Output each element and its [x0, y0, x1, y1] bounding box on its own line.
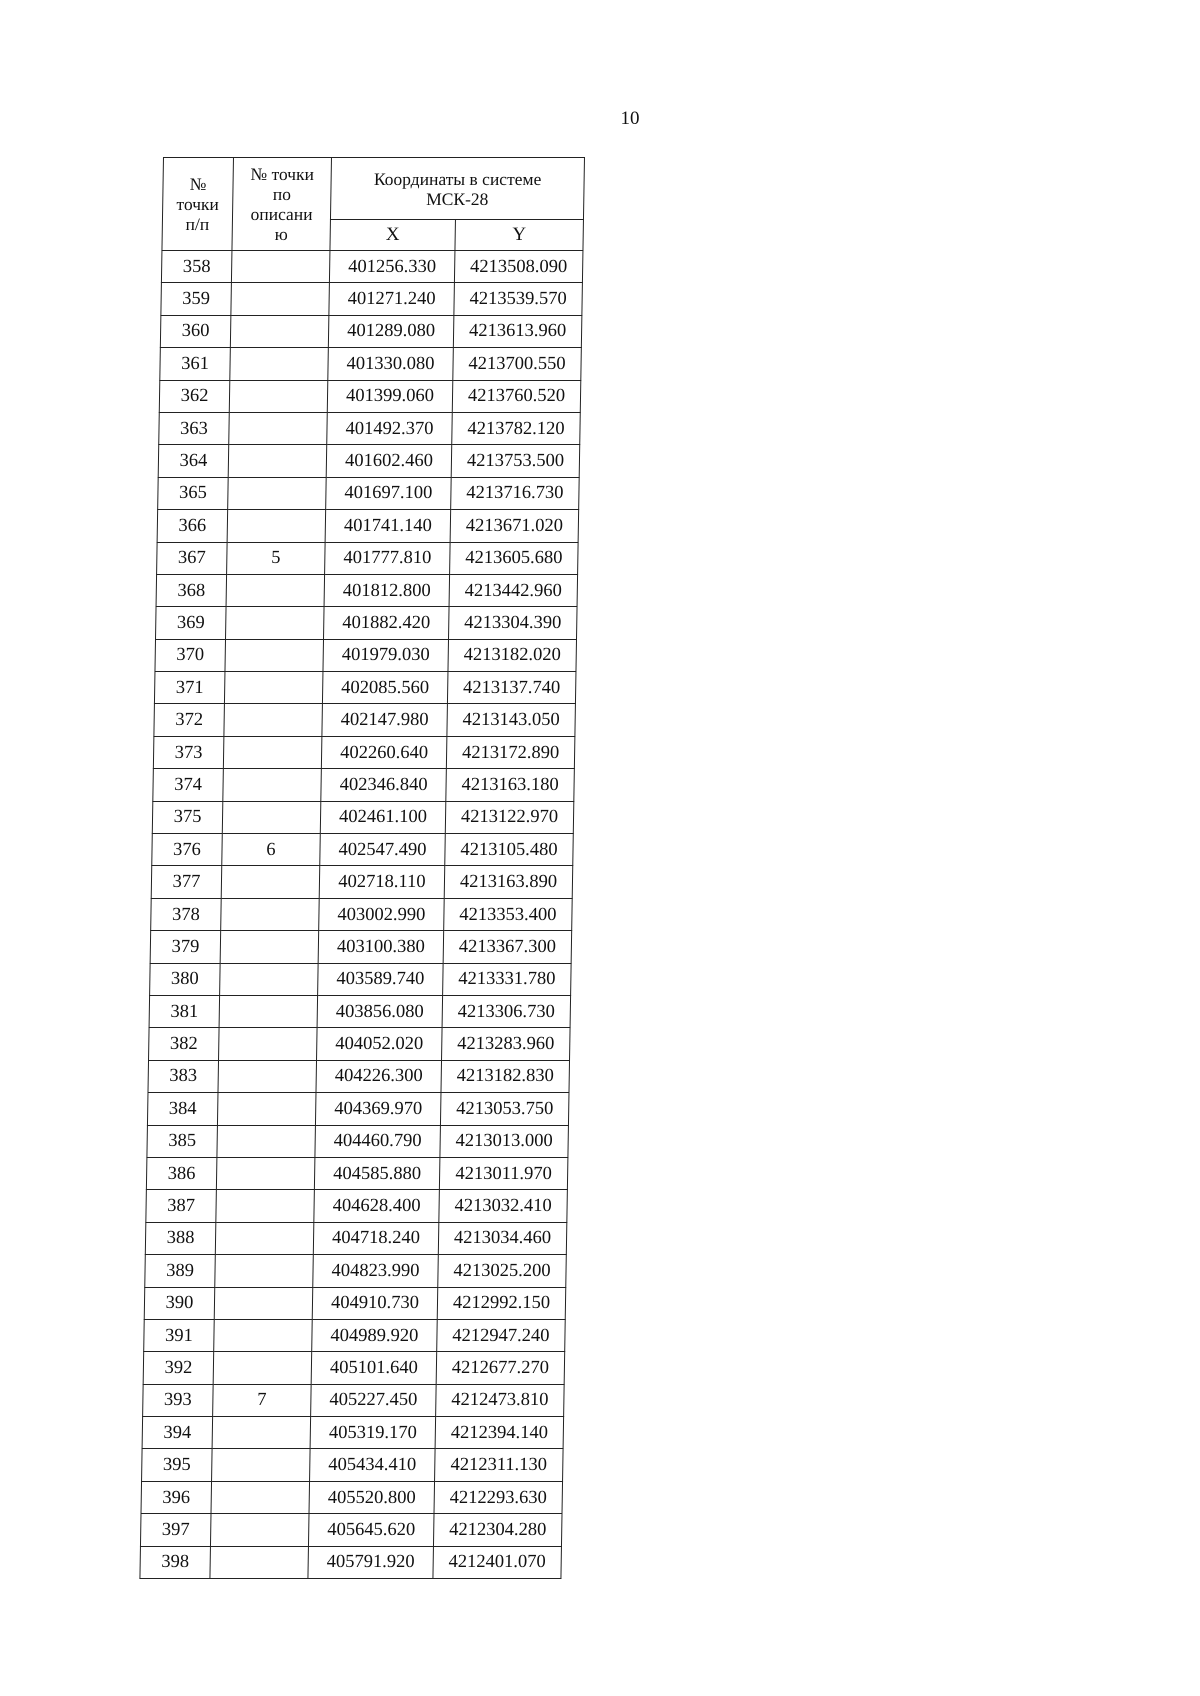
cell-x: 405645.620 [308, 1514, 434, 1546]
cell-point-number: 365 [158, 477, 229, 509]
cell-point-number: 378 [151, 898, 222, 930]
cell-point-number: 370 [155, 639, 226, 671]
table-row [158, 477, 580, 509]
cell-description-point [217, 1125, 316, 1157]
table-row [146, 1157, 568, 1189]
table-row [149, 1028, 571, 1060]
table-row [155, 639, 577, 671]
cell-description-point [226, 607, 325, 639]
cell-point-number: 373 [153, 736, 224, 768]
cell-y: 4213306.730 [442, 995, 571, 1027]
cell-y: 4212992.150 [437, 1287, 566, 1319]
cell-y: 4213122.970 [445, 801, 574, 833]
cell-point-number: 358 [161, 251, 232, 283]
cell-description-point [214, 1319, 313, 1351]
cell-x: 401330.080 [328, 348, 454, 380]
cell-description-point [212, 1417, 311, 1449]
cell-x: 401777.810 [325, 542, 451, 574]
cell-x: 405520.800 [309, 1481, 435, 1513]
cell-description-point [223, 769, 322, 801]
cell-point-number: 396 [141, 1481, 212, 1513]
cell-point-number: 364 [158, 445, 229, 477]
table-row [140, 1546, 562, 1578]
cell-x: 401812.800 [324, 574, 450, 606]
cell-description-point [220, 963, 319, 995]
cell-point-number: 360 [160, 315, 231, 347]
cell-y: 4213137.740 [447, 672, 576, 704]
coordinates-table [139, 157, 585, 1579]
table-row [160, 315, 582, 347]
cell-point-number: 392 [143, 1352, 214, 1384]
cell-x: 404369.970 [315, 1093, 441, 1125]
cell-point-number: 379 [150, 931, 221, 963]
cell-x: 402346.840 [321, 769, 447, 801]
table-row [161, 283, 583, 315]
cell-x: 402085.560 [322, 672, 448, 704]
cell-y: 4212947.240 [437, 1319, 566, 1351]
cell-description-point [227, 510, 326, 542]
cell-description-point [226, 574, 325, 606]
cell-description-point [216, 1190, 315, 1222]
cell-y: 4212473.810 [436, 1384, 565, 1416]
cell-point-number: 376 [152, 834, 223, 866]
cell-point-number: 389 [145, 1255, 216, 1287]
cell-x: 402260.640 [321, 736, 447, 768]
table-row [156, 607, 578, 639]
cell-description-point [218, 1060, 317, 1092]
cell-description-point [219, 995, 318, 1027]
cell-point-number: 395 [142, 1449, 213, 1481]
cell-point-number: 374 [153, 769, 224, 801]
table-row [143, 1384, 565, 1416]
cell-description-point [217, 1093, 316, 1125]
cell-x: 404052.020 [317, 1028, 443, 1060]
cell-description-point: 7 [213, 1384, 312, 1416]
cell-x: 405227.450 [311, 1384, 437, 1416]
cell-y: 4213053.750 [440, 1093, 569, 1125]
cell-y: 4213032.410 [439, 1190, 568, 1222]
cell-x: 402718.110 [319, 866, 445, 898]
table-row [145, 1255, 567, 1287]
cell-description-point [210, 1514, 309, 1546]
cell-description-point [215, 1222, 314, 1254]
table-row [150, 931, 572, 963]
cell-x: 405434.410 [310, 1449, 436, 1481]
cell-description-point: 6 [222, 834, 321, 866]
cell-description-point [228, 445, 327, 477]
cell-point-number: 375 [152, 801, 223, 833]
cell-description-point [215, 1255, 314, 1287]
cell-point-number: 384 [147, 1093, 218, 1125]
cell-x: 402147.980 [322, 704, 448, 736]
cell-y: 4213442.960 [449, 574, 578, 606]
cell-x: 401602.460 [326, 445, 452, 477]
cell-y: 4213182.830 [441, 1060, 570, 1092]
cell-y: 4213163.180 [446, 769, 575, 801]
cell-description-point [225, 639, 324, 671]
cell-point-number: 369 [156, 607, 227, 639]
table-row [148, 1060, 570, 1092]
cell-x: 405101.640 [311, 1352, 437, 1384]
cell-x: 402547.490 [320, 834, 446, 866]
cell-x: 404460.790 [315, 1125, 441, 1157]
cell-y: 4213353.400 [444, 898, 573, 930]
cell-description-point [220, 931, 319, 963]
cell-point-number: 372 [154, 704, 225, 736]
cell-y: 4213304.390 [449, 607, 578, 639]
cell-y: 4213716.730 [451, 477, 580, 509]
cell-x: 404718.240 [313, 1222, 439, 1254]
table-header [162, 158, 585, 251]
table-row [153, 769, 575, 801]
cell-x: 404989.920 [312, 1319, 438, 1351]
cell-point-number: 383 [148, 1060, 219, 1092]
table-row [151, 866, 573, 898]
cell-description-point [212, 1449, 311, 1481]
cell-y: 4213782.120 [452, 412, 581, 444]
cell-y: 4213011.970 [439, 1157, 568, 1189]
cell-x: 401256.330 [329, 251, 455, 283]
table-row [158, 445, 580, 477]
cell-x: 405791.920 [308, 1546, 434, 1578]
cell-y: 4212394.140 [435, 1417, 564, 1449]
cell-point-number: 387 [146, 1190, 217, 1222]
table-row [144, 1287, 566, 1319]
table-row [159, 380, 581, 412]
table-row [159, 412, 581, 444]
cell-description-point: 5 [227, 542, 326, 574]
cell-y: 4213508.090 [454, 251, 583, 283]
cell-description-point [230, 348, 329, 380]
header-description-point-number: № точки по описани ю [232, 158, 332, 251]
cell-point-number: 397 [140, 1514, 211, 1546]
cell-y: 4213613.960 [453, 315, 582, 347]
table-row [142, 1449, 564, 1481]
cell-point-number: 367 [157, 542, 228, 574]
cell-x: 401697.100 [326, 477, 452, 509]
cell-description-point [231, 251, 330, 283]
table-row [156, 574, 578, 606]
table-row [157, 542, 579, 574]
header-y: Y [455, 220, 584, 251]
cell-x: 405319.170 [310, 1417, 436, 1449]
cell-description-point [219, 1028, 318, 1060]
cell-point-number: 368 [156, 574, 227, 606]
table-row [147, 1093, 569, 1125]
cell-y: 4213143.050 [447, 704, 576, 736]
table-row [140, 1514, 562, 1546]
table-row [160, 348, 582, 380]
cell-x: 404823.990 [313, 1255, 439, 1287]
cell-x: 403589.740 [318, 963, 444, 995]
cell-point-number: 385 [147, 1125, 218, 1157]
cell-y: 4213700.550 [453, 348, 582, 380]
cell-point-number: 386 [146, 1157, 217, 1189]
header-point-number: № точки п/п [162, 158, 234, 251]
header-coordinate-system: Координаты в системе МСК-28 [330, 158, 584, 220]
cell-point-number: 388 [145, 1222, 216, 1254]
table-row [151, 898, 573, 930]
cell-point-number: 391 [144, 1319, 215, 1351]
table-row [157, 510, 579, 542]
cell-y: 4213163.890 [444, 866, 573, 898]
cell-point-number: 359 [161, 283, 232, 315]
cell-point-number: 390 [144, 1287, 215, 1319]
table-row [154, 672, 576, 704]
cell-point-number: 363 [159, 412, 230, 444]
cell-description-point [213, 1352, 312, 1384]
cell-point-number: 380 [150, 963, 221, 995]
cell-description-point [210, 1546, 309, 1578]
cell-description-point [224, 704, 323, 736]
cell-x: 401399.060 [327, 380, 453, 412]
cell-x: 404585.880 [314, 1157, 440, 1189]
cell-description-point [231, 283, 330, 315]
cell-y: 4213283.960 [442, 1028, 571, 1060]
cell-description-point [229, 380, 328, 412]
table-row [152, 834, 574, 866]
cell-point-number: 382 [149, 1028, 220, 1060]
table-row [153, 736, 575, 768]
cell-y: 4213605.680 [450, 542, 579, 574]
cell-y: 4213172.890 [446, 736, 575, 768]
cell-x: 402461.100 [320, 801, 446, 833]
cell-y: 4213331.780 [443, 963, 572, 995]
cell-x: 401289.080 [328, 315, 454, 347]
cell-y: 4212304.280 [433, 1514, 562, 1546]
table-row [144, 1319, 566, 1351]
cell-x: 403856.080 [317, 995, 443, 1027]
cell-description-point [211, 1481, 310, 1513]
cell-x: 401741.140 [325, 510, 451, 542]
cell-description-point [221, 898, 320, 930]
table-row [141, 1481, 563, 1513]
cell-point-number: 398 [140, 1546, 211, 1578]
table-row [161, 251, 583, 283]
cell-y: 4213182.020 [448, 639, 577, 671]
cell-y: 4213367.300 [443, 931, 572, 963]
cell-y: 4213671.020 [450, 510, 579, 542]
cell-y: 4212401.070 [433, 1546, 562, 1578]
cell-point-number: 377 [151, 866, 222, 898]
cell-point-number: 362 [159, 380, 230, 412]
cell-x: 401882.420 [324, 607, 450, 639]
cell-y: 4213013.000 [440, 1125, 569, 1157]
cell-description-point [216, 1157, 315, 1189]
cell-point-number: 393 [143, 1384, 214, 1416]
cell-x: 403002.990 [319, 898, 445, 930]
cell-description-point [223, 736, 322, 768]
cell-x: 403100.380 [318, 931, 444, 963]
cell-y: 4212311.130 [435, 1449, 564, 1481]
table-row [152, 801, 574, 833]
cell-description-point [214, 1287, 313, 1319]
cell-y: 4213025.200 [438, 1255, 567, 1287]
cell-x: 401979.030 [323, 639, 449, 671]
cell-x: 401271.240 [329, 283, 455, 315]
cell-y: 4212677.270 [436, 1352, 565, 1384]
cell-description-point [222, 801, 321, 833]
table-row [149, 995, 571, 1027]
table-row [142, 1417, 564, 1449]
table-row [150, 963, 572, 995]
cell-x: 404910.730 [312, 1287, 438, 1319]
header-x: X [330, 220, 456, 251]
cell-y: 4212293.630 [434, 1481, 563, 1513]
cell-description-point [228, 477, 327, 509]
cell-x: 401492.370 [327, 412, 453, 444]
cell-description-point [229, 412, 328, 444]
page-number: 10 [620, 108, 640, 129]
cell-point-number: 394 [142, 1417, 213, 1449]
cell-point-number: 361 [160, 348, 231, 380]
cell-y: 4213034.460 [438, 1222, 567, 1254]
cell-point-number: 366 [157, 510, 228, 542]
table-row [147, 1125, 569, 1157]
cell-y: 4213539.570 [454, 283, 583, 315]
cell-x: 404226.300 [316, 1060, 442, 1092]
table-body [140, 251, 583, 1579]
table-row [143, 1352, 565, 1384]
cell-y: 4213760.520 [452, 380, 581, 412]
cell-x: 404628.400 [314, 1190, 440, 1222]
cell-point-number: 371 [154, 672, 225, 704]
table-row [146, 1190, 568, 1222]
cell-description-point [224, 672, 323, 704]
cell-y: 4213105.480 [445, 834, 574, 866]
cell-description-point [221, 866, 320, 898]
cell-point-number: 381 [149, 995, 220, 1027]
table-row [154, 704, 576, 736]
cell-y: 4213753.500 [451, 445, 580, 477]
cell-description-point [230, 315, 329, 347]
table-row [145, 1222, 567, 1254]
